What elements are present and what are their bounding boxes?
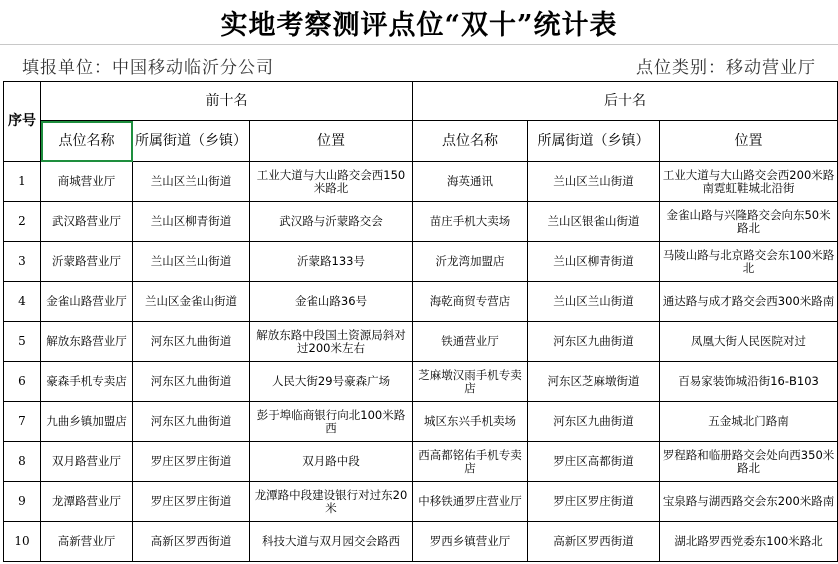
header-top-name-cell[interactable]: 点位名称 xyxy=(41,121,133,162)
seq-cell[interactable]: 2 xyxy=(4,202,41,242)
bottom-name-cell[interactable]: 铁通营业厅 xyxy=(413,322,528,362)
bottom-street-cell[interactable]: 河东区九曲街道 xyxy=(528,322,660,362)
top-name-cell[interactable]: 高新营业厅 xyxy=(41,522,133,562)
bottom-location-cell[interactable]: 凤凰大街人民医院对过 xyxy=(660,322,838,362)
bottom-street-cell[interactable]: 兰山区兰山街道 xyxy=(528,162,660,202)
top-location-cell[interactable]: 沂蒙路133号 xyxy=(250,242,413,282)
top-location-cell[interactable]: 科技大道与双月园交会路西 xyxy=(250,522,413,562)
seq-cell[interactable]: 8 xyxy=(4,442,41,482)
info-bar xyxy=(0,44,838,80)
table-row xyxy=(4,442,838,482)
bottom-location-cell[interactable]: 五金城北门路南 xyxy=(660,402,838,442)
table-row xyxy=(4,162,838,202)
bottom-location-cell[interactable]: 马陵山路与北京路交会东100米路北 xyxy=(660,242,838,282)
point-type-label: 点位类别：移动营业厅 xyxy=(636,58,816,78)
bottom-name-cell[interactable]: 中移铁通罗庄营业厅 xyxy=(413,482,528,522)
header-top-street-cell[interactable]: 所属街道（乡镇） xyxy=(133,121,250,162)
top-location-cell[interactable]: 武汉路与沂蒙路交会 xyxy=(250,202,413,242)
top-location-cell[interactable]: 彭于埠临商银行向北100米路西 xyxy=(250,402,413,442)
top-street-cell[interactable]: 高新区罗西街道 xyxy=(133,522,250,562)
seq-cell[interactable]: 3 xyxy=(4,242,41,282)
top-street-cell[interactable]: 罗庄区罗庄街道 xyxy=(133,442,250,482)
bottom-street-cell[interactable]: 河东区芝麻墩街道 xyxy=(528,362,660,402)
top-location-cell[interactable]: 人民大街29号豪森广场 xyxy=(250,362,413,402)
bottom-street-cell[interactable]: 罗庄区高都街道 xyxy=(528,442,660,482)
top-street-cell[interactable]: 河东区九曲街道 xyxy=(133,402,250,442)
table-row xyxy=(4,522,838,562)
header-row-groups xyxy=(4,82,838,121)
top-name-cell[interactable]: 武汉路营业厅 xyxy=(41,202,133,242)
bottom-street-cell[interactable]: 兰山区兰山街道 xyxy=(528,282,660,322)
seq-cell[interactable]: 9 xyxy=(4,482,41,522)
seq-cell[interactable]: 10 xyxy=(4,522,41,562)
table-row xyxy=(4,482,838,522)
table-row xyxy=(4,402,838,442)
seq-cell[interactable]: 6 xyxy=(4,362,41,402)
table-row xyxy=(4,202,838,242)
header-top-ten-cell[interactable]: 前十名 xyxy=(41,82,413,121)
bottom-name-cell[interactable]: 海乾商贸专营店 xyxy=(413,282,528,322)
top-name-cell[interactable]: 沂蒙路营业厅 xyxy=(41,242,133,282)
top-name-cell[interactable]: 解放东路营业厅 xyxy=(41,322,133,362)
bottom-location-cell[interactable]: 宝泉路与湖西路交会东200米路南 xyxy=(660,482,838,522)
header-seq-cell[interactable]: 序号 xyxy=(4,82,41,162)
bottom-street-cell[interactable]: 兰山区银雀山街道 xyxy=(528,202,660,242)
top-name-cell[interactable]: 龙潭路营业厅 xyxy=(41,482,133,522)
bottom-street-cell[interactable]: 兰山区柳青街道 xyxy=(528,242,660,282)
bottom-name-cell[interactable]: 沂龙湾加盟店 xyxy=(413,242,528,282)
bottom-location-cell[interactable]: 罗程路和临册路交会处向西350米路北 xyxy=(660,442,838,482)
seq-cell[interactable]: 7 xyxy=(4,402,41,442)
top-location-cell[interactable]: 工业大道与大山路交会西150米路北 xyxy=(250,162,413,202)
top-street-cell[interactable]: 兰山区金雀山街道 xyxy=(133,282,250,322)
seq-cell[interactable]: 5 xyxy=(4,322,41,362)
top-name-cell[interactable]: 九曲乡镇加盟店 xyxy=(41,402,133,442)
top-street-cell[interactable]: 兰山区柳青街道 xyxy=(133,202,250,242)
bottom-street-cell[interactable]: 高新区罗西街道 xyxy=(528,522,660,562)
statistics-table xyxy=(3,81,838,562)
top-street-cell[interactable]: 罗庄区罗庄街道 xyxy=(133,482,250,522)
header-bottom-location-cell[interactable]: 位置 xyxy=(660,121,838,162)
header-top-location-cell[interactable]: 位置 xyxy=(250,121,413,162)
top-street-cell[interactable]: 河东区九曲街道 xyxy=(133,322,250,362)
top-street-cell[interactable]: 兰山区兰山街道 xyxy=(133,242,250,282)
bottom-location-cell[interactable]: 金雀山路与兴隆路交会向东50米路北 xyxy=(660,202,838,242)
table-row xyxy=(4,322,838,362)
header-bottom-name-cell[interactable]: 点位名称 xyxy=(413,121,528,162)
table-row xyxy=(4,242,838,282)
top-name-cell[interactable]: 双月路营业厅 xyxy=(41,442,133,482)
seq-cell[interactable]: 1 xyxy=(4,162,41,202)
sheet-title: 实地考察测评点位“双十”统计表 xyxy=(220,9,618,41)
top-street-cell[interactable]: 河东区九曲街道 xyxy=(133,362,250,402)
bottom-name-cell[interactable]: 苗庄手机大卖场 xyxy=(413,202,528,242)
bottom-location-cell[interactable]: 工业大道与大山路交会西200米路南霓虹鞋城北沿街 xyxy=(660,162,838,202)
bottom-name-cell[interactable]: 海英通讯 xyxy=(413,162,528,202)
table-row xyxy=(4,282,838,322)
bottom-name-cell[interactable]: 罗西乡镇营业厅 xyxy=(413,522,528,562)
bottom-name-cell[interactable]: 西高都铭佑手机专卖店 xyxy=(413,442,528,482)
reporting-unit-label: 填报单位：中国移动临沂分公司 xyxy=(22,58,274,78)
bottom-location-cell[interactable]: 百易家装饰城沿街16-B103 xyxy=(660,362,838,402)
bottom-name-cell[interactable]: 芝麻墩汉雨手机专卖店 xyxy=(413,362,528,402)
header-bottom-ten-cell[interactable]: 后十名 xyxy=(413,82,838,121)
bottom-location-cell[interactable]: 湖北路罗西党委东100米路北 xyxy=(660,522,838,562)
header-row-columns xyxy=(4,121,838,162)
top-name-cell[interactable]: 商城营业厅 xyxy=(41,162,133,202)
top-location-cell[interactable]: 龙潭路中段建设银行对过东20米 xyxy=(250,482,413,522)
top-location-cell[interactable]: 金雀山路36号 xyxy=(250,282,413,322)
seq-cell[interactable]: 4 xyxy=(4,282,41,322)
header-bottom-street-cell[interactable]: 所属街道（乡镇） xyxy=(528,121,660,162)
bottom-street-cell[interactable]: 罗庄区罗庄街道 xyxy=(528,482,660,522)
bottom-name-cell[interactable]: 城区东兴手机卖场 xyxy=(413,402,528,442)
top-name-cell[interactable]: 豪森手机专卖店 xyxy=(41,362,133,402)
top-name-cell[interactable]: 金雀山路营业厅 xyxy=(41,282,133,322)
top-location-cell[interactable]: 双月路中段 xyxy=(250,442,413,482)
top-location-cell[interactable]: 解放东路中段国土资源局斜对过200米左右 xyxy=(250,322,413,362)
top-street-cell[interactable]: 兰山区兰山街道 xyxy=(133,162,250,202)
bottom-street-cell[interactable]: 河东区九曲街道 xyxy=(528,402,660,442)
table-row xyxy=(4,362,838,402)
bottom-location-cell[interactable]: 通达路与成才路交会西300米路南 xyxy=(660,282,838,322)
